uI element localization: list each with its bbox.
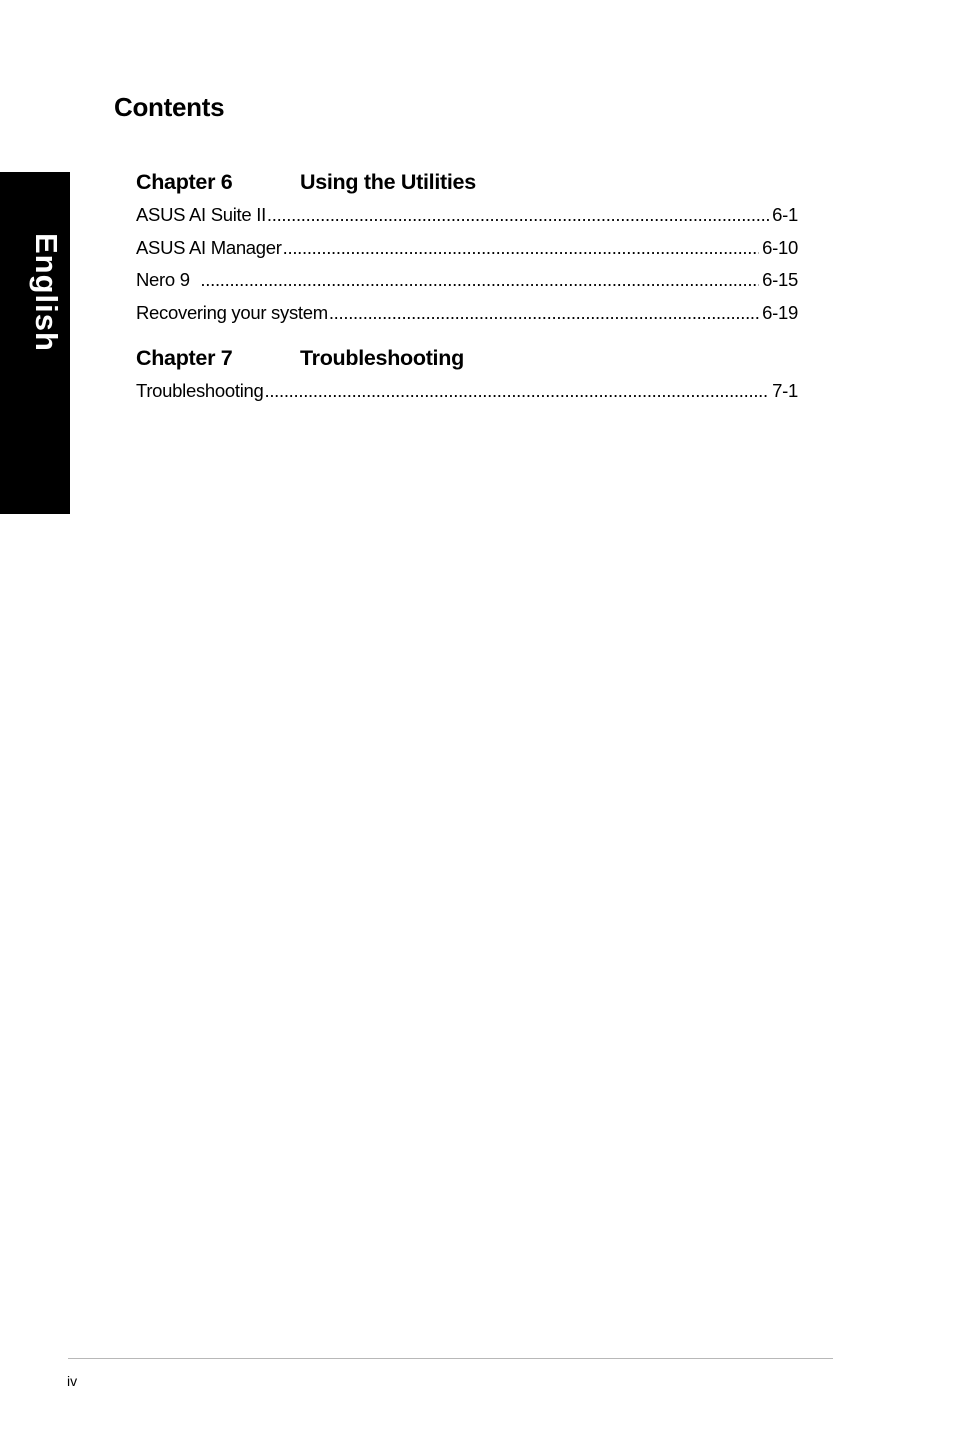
toc-entry[interactable] (136, 232, 798, 265)
language-tab-label: English (29, 233, 64, 352)
chapter-heading (136, 342, 798, 375)
toc-entry[interactable] (136, 199, 798, 232)
table-of-contents (136, 166, 798, 419)
toc-entry-title: Nero 9 (136, 269, 200, 291)
chapter-6 (136, 166, 798, 330)
toc-entry-page: 6-19 (762, 302, 798, 324)
footer-divider (68, 1358, 833, 1359)
toc-entry[interactable] (136, 264, 798, 297)
toc-entry[interactable] (136, 375, 798, 408)
toc-leader-dots (267, 199, 769, 232)
toc-entry-page: 7-1 (772, 379, 798, 401)
chapter-7 (136, 342, 798, 408)
toc-entry-title: ASUS AI Manager (136, 236, 282, 258)
toc-entry-page: 6-10 (762, 236, 798, 258)
toc-entry-title: ASUS AI Suite II (136, 204, 266, 225)
chapter-number: Chapter 6 (136, 170, 233, 194)
chapter-heading (136, 166, 798, 199)
toc-entry[interactable] (136, 297, 798, 330)
toc-entry-page: 6-15 (762, 269, 798, 291)
chapter-number: Chapter 7 (136, 345, 233, 370)
chapter-name: Troubleshooting (300, 345, 464, 370)
page-title: Contents (114, 92, 225, 122)
toc-entry-page: 6-1 (772, 204, 798, 225)
toc-leader-dots (329, 297, 759, 330)
toc-leader-dots (283, 232, 760, 265)
chapter-name: Using the Utilities (300, 170, 476, 194)
toc-leader-dots (200, 264, 759, 297)
toc-entry-title: Recovering your system (136, 302, 328, 324)
toc-leader-dots (264, 375, 769, 408)
page-number: iv (67, 1373, 78, 1389)
toc-entry-title: Troubleshooting (136, 379, 264, 401)
